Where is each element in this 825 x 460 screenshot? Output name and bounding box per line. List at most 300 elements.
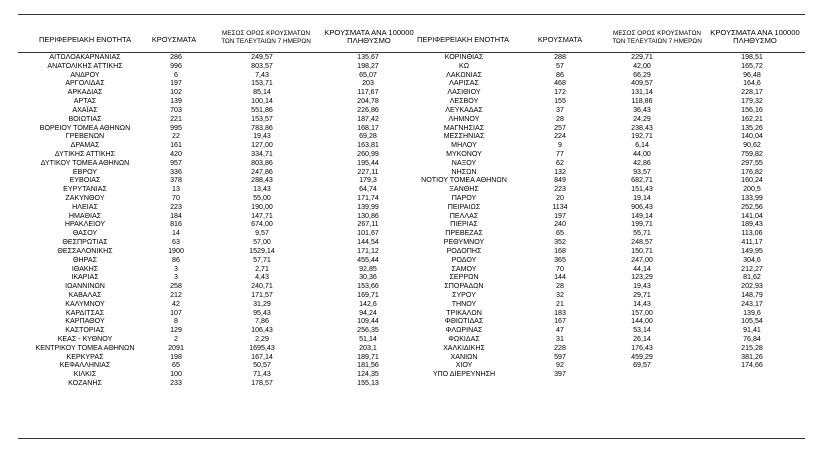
left-region-name-cell: ΕΒΡΟΥ [72, 167, 98, 176]
left-case-count-cell: 8 [174, 317, 178, 326]
right-case-count-cell: 397 [554, 370, 566, 379]
left-case-count-cell: 223 [170, 202, 182, 211]
left-cases-per-100k-cell: 109,44 [357, 317, 379, 326]
right-cases-per-100k-cell: 252,56 [741, 202, 763, 211]
left-case-count-cell: 233 [170, 379, 182, 388]
left-case-count-cell: 420 [170, 149, 182, 158]
left-seven-day-average-cell: 19,43 [253, 132, 271, 141]
right-cases-per-100k-cell: 141,04 [741, 211, 763, 220]
right-cases-per-100k-cell: 113,06 [741, 229, 763, 238]
right-region-name-cell: ΛΑΡΙΣΑΣ [449, 79, 479, 88]
right-region-name-cell: ΛΑΣΙΘΙΟΥ [447, 88, 481, 97]
left-cases-per-100k-cell: 226,86 [357, 105, 379, 114]
right-seven-day-average-cell: 55,71 [633, 229, 651, 238]
right-cases-per-100k-cell: 297,55 [741, 158, 763, 167]
right-case-count-cell: 197 [554, 211, 566, 220]
right-case-count-cell: 167 [554, 317, 566, 326]
right-region-name-cell: ΠΕΛΛΑΣ [449, 211, 479, 220]
right-seven-day-average-cell: 42,86 [633, 158, 651, 167]
left-region-name-cell: ΔΥΤΙΚΗΣ ΑΤΤΙΚΗΣ [54, 149, 116, 158]
header-per100k-right: ΚΡΟΥΣΜΑΤΑ ΑΝΑ 100000 ΠΛΗΘΥΣΜΟ [710, 28, 800, 45]
left-region-name-cell: ΚΙΛΚΙΣ [73, 370, 97, 379]
left-per100k-column [336, 53, 400, 388]
right-cases-per-100k-cell: 133,99 [741, 194, 763, 202]
right-region-name-cell: ΧΑΝΙΩΝ [450, 352, 478, 361]
left-seven-day-average-cell: 190,00 [251, 202, 273, 211]
left-seven-day-average-cell: 1529,14 [249, 246, 275, 255]
right-case-count-cell: 168 [554, 246, 566, 255]
left-cases-per-100k-cell: 51,14 [359, 335, 377, 343]
right-case-count-cell: 144 [554, 273, 566, 282]
right-cases-per-100k-cell: 381,26 [741, 352, 763, 361]
left-cases-per-100k-cell: 203 [362, 79, 374, 88]
right-case-count-cell: 352 [554, 238, 566, 247]
left-seven-day-average-cell: 57,00 [253, 238, 271, 247]
header-avg7-right: ΜΕΣΟΣ ΟΡΟΣ ΚΡΟΥΣΜΑΤΩΝ ΤΩΝ ΤΕΛΕΥΤΑΙΩΝ 7 ΗΜΕΡΩΝ [612, 30, 702, 45]
right-region-name-cell: ΜΕΣΣΗΝΙΑΣ [443, 132, 485, 141]
right-region-name-cell: ΤΡΙΚΑΛΩΝ [446, 308, 482, 317]
left-case-count-cell: 286 [170, 53, 182, 61]
right-cases-per-100k-cell: 189,43 [741, 220, 763, 229]
right-case-count-cell: 257 [554, 123, 566, 132]
left-cases-per-100k-cell: 135,67 [357, 53, 379, 61]
right-seven-day-average-cell: 157,00 [631, 308, 653, 317]
right-region-name-cell: ΣΠΟΡΑΔΩΝ [444, 282, 484, 291]
right-case-count-cell: 70 [556, 264, 564, 273]
right-case-count-cell: 92 [556, 361, 564, 370]
right-region-name-cell: ΠΑΡΟΥ [451, 194, 477, 202]
right-case-count-cell: 31 [556, 335, 564, 343]
left-case-count-cell: 2091 [168, 343, 184, 352]
right-seven-day-average-cell: 459,29 [631, 352, 653, 361]
right-cases-per-100k-cell: 149,95 [741, 246, 763, 255]
left-cases-per-100k-cell: 168,17 [357, 123, 379, 132]
right-region-name-cell: ΠΡΕΒΕΖΑΣ [445, 229, 483, 238]
left-seven-day-average-cell: 334,71 [251, 149, 273, 158]
left-region-name-cell: ΚΑΒΑΛΑΣ [68, 290, 102, 299]
left-region-name-cell: ΚΑΡΔΙΤΣΑΣ [65, 308, 105, 317]
left-case-count-cell: 703 [170, 105, 182, 114]
left-region-name-cell: ΑΝΑΤΟΛΙΚΗΣ ΑΤΤΙΚΗΣ [47, 61, 123, 70]
left-case-count-cell: 996 [170, 61, 182, 70]
left-case-count-cell: 14 [172, 229, 180, 238]
left-seven-day-average-cell: 31,29 [253, 299, 271, 308]
left-region-name-cell: ΑΝΔΡΟΥ [70, 70, 100, 79]
left-case-count-cell: 197 [170, 79, 182, 88]
right-region-name-cell: ΥΠΟ ΔΙΕΡΕΥΝΗΣΗ [432, 370, 496, 379]
right-cases-per-100k-cell: 81,62 [743, 273, 761, 282]
right-region-name-cell: ΦΘΙΩΤΙΔΑΣ [444, 317, 484, 326]
left-region-name-cell: ΙΩΑΝΝΙΝΩΝ [65, 282, 105, 291]
left-region-name-cell: ΙΘΑΚΗΣ [71, 264, 99, 273]
right-cases-per-100k-cell: 174,66 [741, 361, 763, 370]
right-cases-per-100k-cell: 176,82 [741, 167, 763, 176]
right-cases-per-100k-cell: 179,32 [741, 97, 763, 106]
top-rule [18, 14, 805, 15]
left-region-name-cell: ΗΛΕΙΑΣ [72, 202, 98, 211]
right-seven-day-average-cell: 150,71 [631, 246, 653, 255]
right-cases-per-100k-cell: 105,54 [741, 317, 763, 326]
right-seven-day-average-cell: 118,86 [631, 97, 653, 106]
right-seven-day-average-cell: 247,00 [631, 255, 653, 264]
left-region-name-cell: ΕΥΒΟΙΑΣ [69, 176, 101, 185]
right-region-name-cell: ΤΗΝΟΥ [451, 299, 477, 308]
left-cases-per-100k-cell: 455,44 [357, 255, 379, 264]
right-case-count-cell: 57 [556, 61, 564, 70]
right-seven-day-average-cell: 151,43 [631, 185, 653, 194]
left-seven-day-average-cell: 85,14 [253, 88, 271, 97]
header-cases-left: ΚΡΟΥΣΜΑΤΑ [151, 35, 197, 44]
left-region-name-cell: ΑΧΑΪΑΣ [72, 105, 98, 114]
right-region-name-cell: ΡΕΘΥΜΝΟΥ [443, 238, 485, 247]
left-region-name-cell: ΔΡΑΜΑΣ [70, 141, 100, 150]
left-seven-day-average-cell: 13,43 [253, 185, 271, 194]
left-cases-per-100k-cell: 101,67 [357, 229, 379, 238]
left-case-count-cell: 86 [172, 255, 180, 264]
right-case-count-cell: 47 [556, 326, 564, 335]
left-seven-day-average-cell: 127,00 [251, 141, 273, 150]
right-case-count-cell: 224 [554, 132, 566, 141]
left-cases-per-100k-cell: 198,27 [357, 61, 379, 70]
left-case-count-cell: 184 [170, 211, 182, 220]
right-region-name-cell: ΛΗΜΝΟΥ [448, 114, 480, 123]
left-region-name-cell: ΗΜΑΘΙΑΣ [68, 211, 102, 220]
left-seven-day-average-cell: 7,43 [255, 70, 269, 79]
right-case-count-cell: 365 [554, 255, 566, 264]
left-case-count-cell: 995 [170, 123, 182, 132]
right-cases-per-100k-cell: 76,84 [743, 335, 761, 343]
left-case-count-cell: 102 [170, 88, 182, 97]
right-region-name-cell: ΣΑΜΟΥ [451, 264, 477, 273]
left-case-count-cell: 6 [174, 70, 178, 79]
left-region-name-cell: ΒΟΙΩΤΙΑΣ [68, 114, 102, 123]
left-seven-day-average-cell: 95,43 [253, 308, 271, 317]
left-cases-per-100k-cell: 117,67 [357, 88, 379, 97]
right-cases-per-100k-cell: 759,82 [741, 149, 763, 158]
right-region-name-cell: ΛΕΥΚΑΔΑΣ [445, 105, 483, 114]
left-region-name-cell: ΑΡΓΟΛΙΔΑΣ [65, 79, 105, 88]
left-cases-per-100k-cell: 144,54 [357, 238, 379, 247]
right-seven-day-average-cell [610, 370, 674, 379]
right-seven-day-average-cell: 123,29 [631, 273, 653, 282]
right-seven-day-average-cell: 36,43 [633, 105, 651, 114]
right-cases-per-100k-cell: 215,28 [741, 343, 763, 352]
left-case-count-cell: 221 [170, 114, 182, 123]
right-seven-day-average-cell: 192,71 [631, 132, 653, 141]
right-case-count-cell: 9 [558, 141, 562, 150]
left-region-name-cell: ΑΡΚΑΔΙΑΣ [67, 88, 103, 97]
right-seven-day-average-cell: 131,14 [631, 88, 653, 97]
right-region-name-cell: ΛΑΚΩΝΙΑΣ [446, 70, 482, 79]
left-region-name-cell: ΘΑΣΟΥ [72, 229, 98, 238]
right-seven-day-average-cell: 66,29 [633, 70, 651, 79]
right-seven-day-average-cell: 14,43 [633, 299, 651, 308]
right-region-name-cell: ΠΕΙΡΑΙΩΣ [447, 202, 481, 211]
left-region-name-cell: ΚΟΖΑΝΗΣ [68, 379, 102, 388]
right-seven-day-average-cell: 238,43 [631, 123, 653, 132]
left-region-name-cell: ΘΗΡΑΣ [73, 255, 97, 264]
right-seven-day-average-cell: 44,00 [633, 149, 651, 158]
left-cases-per-100k-cell: 169,71 [357, 290, 379, 299]
left-seven-day-average-cell: 247,86 [251, 167, 273, 176]
right-seven-day-average-cell: 144,00 [631, 317, 653, 326]
left-seven-day-average-cell: 2,71 [255, 264, 269, 273]
right-region-name-cell: ΦΩΚΙΔΑΣ [448, 335, 480, 343]
left-cases-per-100k-cell: 256,35 [357, 326, 379, 335]
left-seven-day-average-cell: 100,14 [251, 97, 273, 106]
right-case-count-cell: 32 [556, 290, 564, 299]
left-seven-day-average-cell: 674,00 [251, 220, 273, 229]
left-seven-day-average-cell: 57,71 [253, 255, 271, 264]
right-region-name-cell: ΛΕΣΒΟΥ [449, 97, 479, 106]
right-cases-per-100k-cell: 91,41 [743, 326, 761, 335]
left-cases-per-100k-cell: 94,24 [359, 308, 377, 317]
right-case-count-cell: 288 [554, 53, 566, 61]
right-region-name-cell: ΝΑΞΟΥ [451, 158, 477, 167]
left-region-name-cell: ΒΟΡΕΙΟΥ ΤΟΜΕΑ ΑΘΗΝΩΝ [39, 123, 131, 132]
right-case-count-cell: 172 [554, 88, 566, 97]
left-seven-day-average-cell: 9,57 [255, 229, 269, 238]
right-avg-column [610, 53, 674, 379]
left-case-count-cell: 198 [170, 352, 182, 361]
right-case-count-cell: 597 [554, 352, 566, 361]
right-seven-day-average-cell: 53,14 [633, 326, 651, 335]
left-seven-day-average-cell: 803,86 [251, 158, 273, 167]
right-cases-per-100k-cell: 96,48 [743, 70, 761, 79]
right-region-name-cell: ΜΥΚΟΝΟΥ [446, 149, 482, 158]
right-region-name-cell: ΚΩ [458, 61, 470, 70]
left-region-name-cell: ΚΕΦΑΛΛΗΝΙΑΣ [59, 361, 111, 370]
right-case-count-cell: 228 [554, 343, 566, 352]
left-cases-per-100k-cell: 227,11 [357, 167, 379, 176]
left-seven-day-average-cell: 153,71 [251, 79, 273, 88]
right-seven-day-average-cell: 19,43 [633, 282, 651, 291]
right-seven-day-average-cell: 29,71 [633, 290, 651, 299]
left-case-count-cell: 42 [172, 299, 180, 308]
left-cases-per-100k-cell: 179,3 [359, 176, 377, 185]
right-case-count-cell: 28 [556, 114, 564, 123]
left-region-name-cell: ΑΙΤΩΛΟΑΚΑΡΝΑΝΙΑΣ [49, 53, 121, 61]
left-region-name-cell: ΙΚΑΡΙΑΣ [71, 273, 99, 282]
left-case-count-cell: 13 [172, 185, 180, 194]
left-region-name-cell: ΚΑΣΤΟΡΙΑΣ [65, 326, 105, 335]
right-region-name-cell: ΧΙΟΥ [455, 361, 473, 370]
right-seven-day-average-cell: 93,57 [633, 167, 651, 176]
right-region-name-cell: ΝΟΤΙΟΥ ΤΟΜΕΑ ΑΘΗΝΩΝ [421, 176, 507, 185]
left-case-count-cell: 816 [170, 220, 182, 229]
left-cases-per-100k-cell: 181,56 [357, 361, 379, 370]
left-seven-day-average-cell: 240,71 [251, 282, 273, 291]
left-cases-per-100k-cell: 187,42 [357, 114, 379, 123]
left-seven-day-average-cell: 4,43 [255, 273, 269, 282]
right-region-name-cell: ΠΙΕΡΙΑΣ [450, 220, 478, 229]
left-cases-per-100k-cell: 203,1 [359, 343, 377, 352]
left-avg-column [230, 53, 294, 388]
left-case-count-cell: 107 [170, 308, 182, 317]
right-region-name-cell: ΜΗΛΟΥ [451, 141, 477, 150]
right-region-name-cell: ΚΟΡΙΝΘΙΑΣ [444, 53, 484, 61]
right-seven-day-average-cell: 409,57 [631, 79, 653, 88]
left-cases-per-100k-cell: 267,11 [357, 220, 379, 229]
right-cases-per-100k-cell [720, 370, 784, 379]
left-cases-per-100k-cell: 69,28 [359, 132, 377, 141]
left-region-name-cell: ΕΥΡΥΤΑΝΙΑΣ [63, 185, 107, 194]
left-seven-day-average-cell: 288,43 [251, 176, 273, 185]
right-case-count-cell: 849 [554, 176, 566, 185]
right-seven-day-average-cell: 229,71 [631, 53, 653, 61]
left-seven-day-average-cell: 50,57 [253, 361, 271, 370]
right-seven-day-average-cell: 906,43 [631, 202, 653, 211]
left-cases-per-100k-cell: 189,71 [357, 352, 379, 361]
right-seven-day-average-cell: 6,14 [635, 141, 649, 150]
right-case-count-cell: 65 [556, 229, 564, 238]
right-cases-per-100k-cell: 139,6 [743, 308, 761, 317]
left-cases-per-100k-cell: 155,13 [357, 379, 379, 388]
right-case-count-cell: 62 [556, 158, 564, 167]
right-cases-per-100k-cell: 200,5 [743, 185, 761, 194]
left-seven-day-average-cell: 106,43 [251, 326, 273, 335]
bottom-rule [18, 438, 805, 439]
right-cases-per-100k-cell: 164,6 [743, 79, 761, 88]
left-case-count-cell: 129 [170, 326, 182, 335]
header-region-left: ΠΕΡΙΦΕΡΕΙΑΚΗ ΕΝΟΤΗΤΑ [39, 35, 131, 44]
right-case-count-cell: 28 [556, 282, 564, 291]
right-seven-day-average-cell: 149,14 [631, 211, 653, 220]
right-case-count-cell: 86 [556, 70, 564, 79]
left-region-column [18, 53, 152, 388]
left-case-count-cell: 258 [170, 282, 182, 291]
right-region-name-cell: ΡΟΔΟΠΗΣ [446, 246, 482, 255]
left-region-name-cell: ΚΑΡΠΑΘΟΥ [65, 317, 105, 326]
left-seven-day-average-cell: 147,71 [251, 211, 273, 220]
left-region-name-cell: ΚΕΝΤΡΙΚΟΥ ΤΟΜΕΑ ΑΘΗΝΩΝ [35, 343, 135, 352]
right-seven-day-average-cell: 176,43 [631, 343, 653, 352]
right-cases-per-100k-cell: 411,17 [741, 238, 763, 247]
right-seven-day-average-cell: 44,14 [633, 264, 651, 273]
right-case-count-cell: 77 [556, 149, 564, 158]
right-region-name-cell: ΝΗΣΩΝ [451, 167, 477, 176]
right-case-count-cell: 155 [554, 97, 566, 106]
left-cases-per-100k-cell: 163,81 [357, 141, 379, 150]
right-case-count-cell: 223 [554, 185, 566, 194]
left-cases-per-100k-cell: 204,78 [357, 97, 379, 106]
right-cases-per-100k-cell: 135,26 [741, 123, 763, 132]
left-cases-per-100k-cell: 139,99 [357, 202, 379, 211]
right-region-column [408, 53, 520, 379]
left-case-count-cell: 3 [174, 264, 178, 273]
left-region-name-cell: ΚΕΑΣ - ΚΥΘΝΟΥ [57, 335, 113, 343]
left-seven-day-average-cell: 153,57 [251, 114, 273, 123]
left-region-name-cell: ΔΥΤΙΚΟΥ ΤΟΜΕΑ ΑΘΗΝΩΝ [40, 158, 130, 167]
right-seven-day-average-cell: 199,71 [631, 220, 653, 229]
left-cases-per-100k-cell: 124,35 [357, 370, 379, 379]
right-region-name-cell: ΣΕΡΡΩΝ [449, 273, 479, 282]
right-cases-per-100k-cell: 228,17 [741, 88, 763, 97]
left-cases-per-100k-cell: 64,74 [359, 185, 377, 194]
left-case-count-cell: 22 [172, 132, 180, 141]
left-case-count-cell: 957 [170, 158, 182, 167]
right-seven-day-average-cell: 248,57 [631, 238, 653, 247]
right-case-count-cell: 183 [554, 308, 566, 317]
right-cases-per-100k-cell: 90,62 [743, 141, 761, 150]
right-cases-per-100k-cell: 160,24 [741, 176, 763, 185]
left-seven-day-average-cell: 178,57 [251, 379, 273, 388]
right-cases-per-100k-cell: 148,79 [741, 290, 763, 299]
left-cases-per-100k-cell: 30,36 [359, 273, 377, 282]
left-cases-per-100k-cell: 260,99 [357, 149, 379, 158]
left-case-count-cell: 378 [170, 176, 182, 185]
header-per100k-left: ΚΡΟΥΣΜΑΤΑ ΑΝΑ 100000 ΠΛΗΘΥΣΜΟ [324, 28, 414, 45]
left-cases-per-100k-cell: 171,12 [357, 246, 379, 255]
left-region-name-cell: ΘΕΣΣΑΛΟΝΙΚΗΣ [57, 246, 113, 255]
left-region-name-cell: ΓΡΕΒΕΝΩΝ [65, 132, 105, 141]
left-seven-day-average-cell: 1695,43 [249, 343, 275, 352]
right-seven-day-average-cell: 19,14 [633, 194, 651, 202]
right-region-name-cell: ΡΟΔΟΥ [451, 255, 477, 264]
right-case-count-cell: 37 [556, 105, 564, 114]
left-case-count-cell: 65 [172, 361, 180, 370]
right-seven-day-average-cell: 24,29 [633, 114, 651, 123]
left-seven-day-average-cell: 171,57 [251, 290, 273, 299]
right-per100k-column [720, 53, 784, 379]
right-seven-day-average-cell: 42,00 [633, 61, 651, 70]
left-region-name-cell: ΘΕΣΠΡΩΤΙΑΣ [62, 238, 108, 247]
left-case-count-cell: 139 [170, 97, 182, 106]
left-case-count-cell: 336 [170, 167, 182, 176]
left-case-count-cell: 70 [172, 194, 180, 202]
right-case-count-cell: 21 [556, 299, 564, 308]
right-cases-per-100k-cell: 304,6 [743, 255, 761, 264]
right-seven-day-average-cell: 682,71 [631, 176, 653, 185]
right-case-count-cell: 240 [554, 220, 566, 229]
header-cases-right: ΚΡΟΥΣΜΑΤΑ [537, 35, 583, 44]
left-cases-per-100k-cell: 142,6 [359, 299, 377, 308]
left-case-count-cell: 3 [174, 273, 178, 282]
left-seven-day-average-cell: 803,57 [251, 61, 273, 70]
right-region-name-cell: ΜΑΓΝΗΣΙΑΣ [443, 123, 485, 132]
left-case-count-cell: 161 [170, 141, 182, 150]
left-region-name-cell: ΚΑΛΥΜΝΟΥ [65, 299, 105, 308]
right-case-count-cell: 468 [554, 79, 566, 88]
left-case-count-cell: 212 [170, 290, 182, 299]
right-region-name-cell: ΦΛΩΡΙΝΑΣ [445, 326, 483, 335]
right-seven-day-average-cell: 26,14 [633, 335, 651, 343]
left-cases-per-100k-cell: 153,66 [357, 282, 379, 291]
left-seven-day-average-cell: 783,86 [251, 123, 273, 132]
right-region-name-cell: ΞΑΝΘΗΣ [449, 185, 479, 194]
right-cases-per-100k-cell: 212,27 [741, 264, 763, 273]
header-avg7-left: ΜΕΣΟΣ ΟΡΟΣ ΚΡΟΥΣΜΑΤΩΝ ΤΩΝ ΤΕΛΕΥΤΑΙΩΝ 7 ΗΜΕΡΩΝ [221, 30, 311, 45]
right-cases-per-100k-cell: 198,51 [741, 53, 763, 61]
left-seven-day-average-cell: 167,14 [251, 352, 273, 361]
left-cases-column [150, 53, 202, 388]
left-cases-per-100k-cell: 195,44 [357, 158, 379, 167]
right-seven-day-average-cell: 69,57 [633, 361, 651, 370]
right-cases-per-100k-cell: 162,21 [741, 114, 763, 123]
right-cases-per-100k-cell: 140,04 [741, 132, 763, 141]
right-region-name-cell: ΣΥΡΟΥ [452, 290, 476, 299]
left-seven-day-average-cell: 71,43 [253, 370, 271, 379]
left-cases-per-100k-cell: 130,86 [357, 211, 379, 220]
left-seven-day-average-cell: 55,00 [253, 194, 271, 202]
left-seven-day-average-cell: 2,29 [255, 335, 269, 343]
right-cases-per-100k-cell: 243,17 [741, 299, 763, 308]
left-case-count-cell: 100 [170, 370, 182, 379]
left-region-name-cell: ΗΡΑΚΛΕΙΟΥ [64, 220, 106, 229]
right-case-count-cell: 20 [556, 194, 564, 202]
right-region-name-cell: ΧΑΛΚΙΔΙΚΗΣ [443, 343, 485, 352]
left-region-name-cell: ΖΑΚΥΝΘΟΥ [65, 194, 105, 202]
